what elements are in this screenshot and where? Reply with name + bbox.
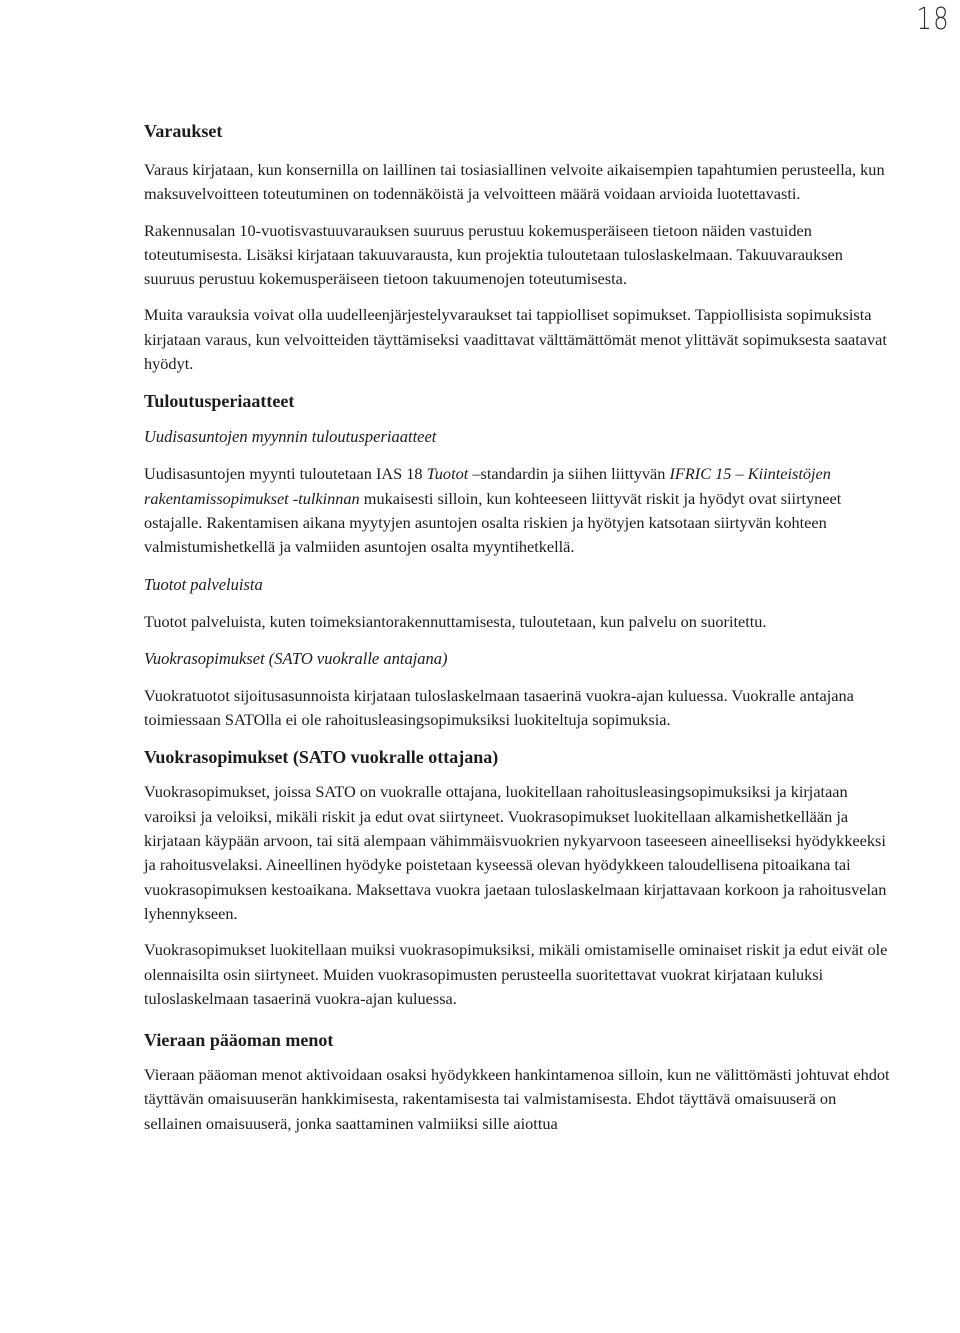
section-heading-varaukset: Varaukset <box>144 121 223 141</box>
paragraph: Tuotot palveluista, kuten toimeksiantorakennuttamisesta, tuloutetaan, kun palvelu on suoritettu. <box>144 611 767 631</box>
paragraph: Vuokrasopimukset, joissa SATO on vuokralle ottajana, luokitellaan rahoitusleasingsopimuksiksi ja kirjataan varoiksi ja veloiksi, mikäli riskit ja edut ovat siirtyneet. Vuokrasopimukset luokitellaan alkamishetkellään ja kirjataan käypään arvoon, tai sitä alempaan vähimmäisvuokrien nykyarvoon taseeseen aineelliseksi hyödykkeeksi ja rahoitusvelaksi. Aineellinen hyödyke poistetaan kyseessä olevan hyödykkeen taloudellisena pitoaikana tai vuokrasopimuksen kestoaikana. Maksettava vuokra jaetaan tuloslaskelmaan kirjattavaan korkoon ja rahoitusvelan lyhennykseen. <box>144 782 887 923</box>
paragraph: Vieraan pääoman menot aktivoidaan osaksi hyödykkeen hankintamenoa silloin, kun ne välittömästi johtuvat ehdot täyttävän omaisuuserän hankkimisesta, rakentamisesta tai valmistamisesta. Ehdot täyttävä omaisuuserä on sellainen omaisuuserä, jonka saattaminen valmiiksi sille aiottua <box>144 1065 890 1133</box>
subheading-vuokrasopimukset-antajana: Vuokrasopimukset (SATO vuokralle antajana) <box>144 648 448 668</box>
text-run: mukaisesti silloin, kun kohteeseen liittyvät riskit ja hyödyt ovat siirtyneet ostajalle. Rakentamisen aikana myytyjen asuntojen osalta riskien ja hyötyjen katsotaan siirtyvän kohteen valmistumishetkellä ja valmiiden asuntojen osalta myyntihetkellä. <box>144 488 842 557</box>
text-run: Uudisasuntojen myynti tuloutetaan IAS 18 <box>144 464 427 484</box>
section-heading-tuloutusperiaatteet: Tuloutusperiaatteet <box>144 391 295 412</box>
page-number: 18 <box>916 2 950 37</box>
subheading-tuotot-palveluista: Tuotot palveluista <box>144 574 263 594</box>
paragraph: Muita varauksia voivat olla uudelleenjärjestelyvaraukset tai tappiolliset sopimukset. Tappiollisista sopimuksista kirjataan varaus, kun velvoitteiden täyttämiseksi vaadittavat välttämättömät menot ylittävät sopimuksesta saatavat hyödyt. <box>144 305 887 374</box>
text-run-italic: IFRIC 15 – Kiinteistöjen rakentamissopimukset -tulkinnan <box>144 464 831 508</box>
section-heading-vuokrasopimukset-ottajana: Vuokrasopimukset (SATO vuokralle ottajana) <box>144 747 499 768</box>
paragraph <box>144 462 890 559</box>
subheading-uudisasuntojen-myynti: Uudisasuntojen myynnin tuloutusperiaatteet <box>144 427 437 447</box>
text-run: –standardin ja siihen liittyvän <box>468 464 670 484</box>
paragraph: Varaus kirjataan, kun konsernilla on laillinen tai tosiasiallinen velvoite aikaisempien tapahtumien perusteella, kun maksuvelvoitteen toteutuminen on todennäköistä ja velvoitteen määrä voidaan arvioida luotettavasti. <box>144 160 885 204</box>
paragraph: Vuokratuotot sijoitusasunnoista kirjataan tuloslaskelmaan tasaerinä vuokra-ajan kuluessa. Vuokralle antajana toimiessaan SATOlla ei ole rahoitusleasingsopimuksiksi luokiteltuja sopimuksia. <box>144 685 854 730</box>
paragraph: Vuokrasopimukset luokitellaan muiksi vuokrasopimuksiksi, mikäli omistamiselle ominaiset riskit ja edut eivät ole olennaisilta osin siirtyneet. Muiden vuokrasopimusten perusteella suoritettavat vuokrat kirjataan kuluksi tuloslaskelmaan tasaerinä vuokra-ajan kuluessa. <box>144 940 888 1008</box>
section-heading-vieraan-paaoman-menot: Vieraan pääoman menot <box>144 1030 334 1051</box>
document-body <box>138 118 890 1148</box>
text-run-italic: Tuotot <box>426 464 469 484</box>
paragraph: Rakennusalan 10-vuotisvastuuvarauksen suuruus perustuu kokemusperäiseen tietoon näiden vastuiden toteutumisesta. Lisäksi kirjataan takuuvarausta, kun projektia tuloutetaan tuloslaskelmaan. Takuuvarauksen suuruus perustuu kokemusperäiseen tietoon takuumenojen toteutumisesta. <box>144 220 843 289</box>
